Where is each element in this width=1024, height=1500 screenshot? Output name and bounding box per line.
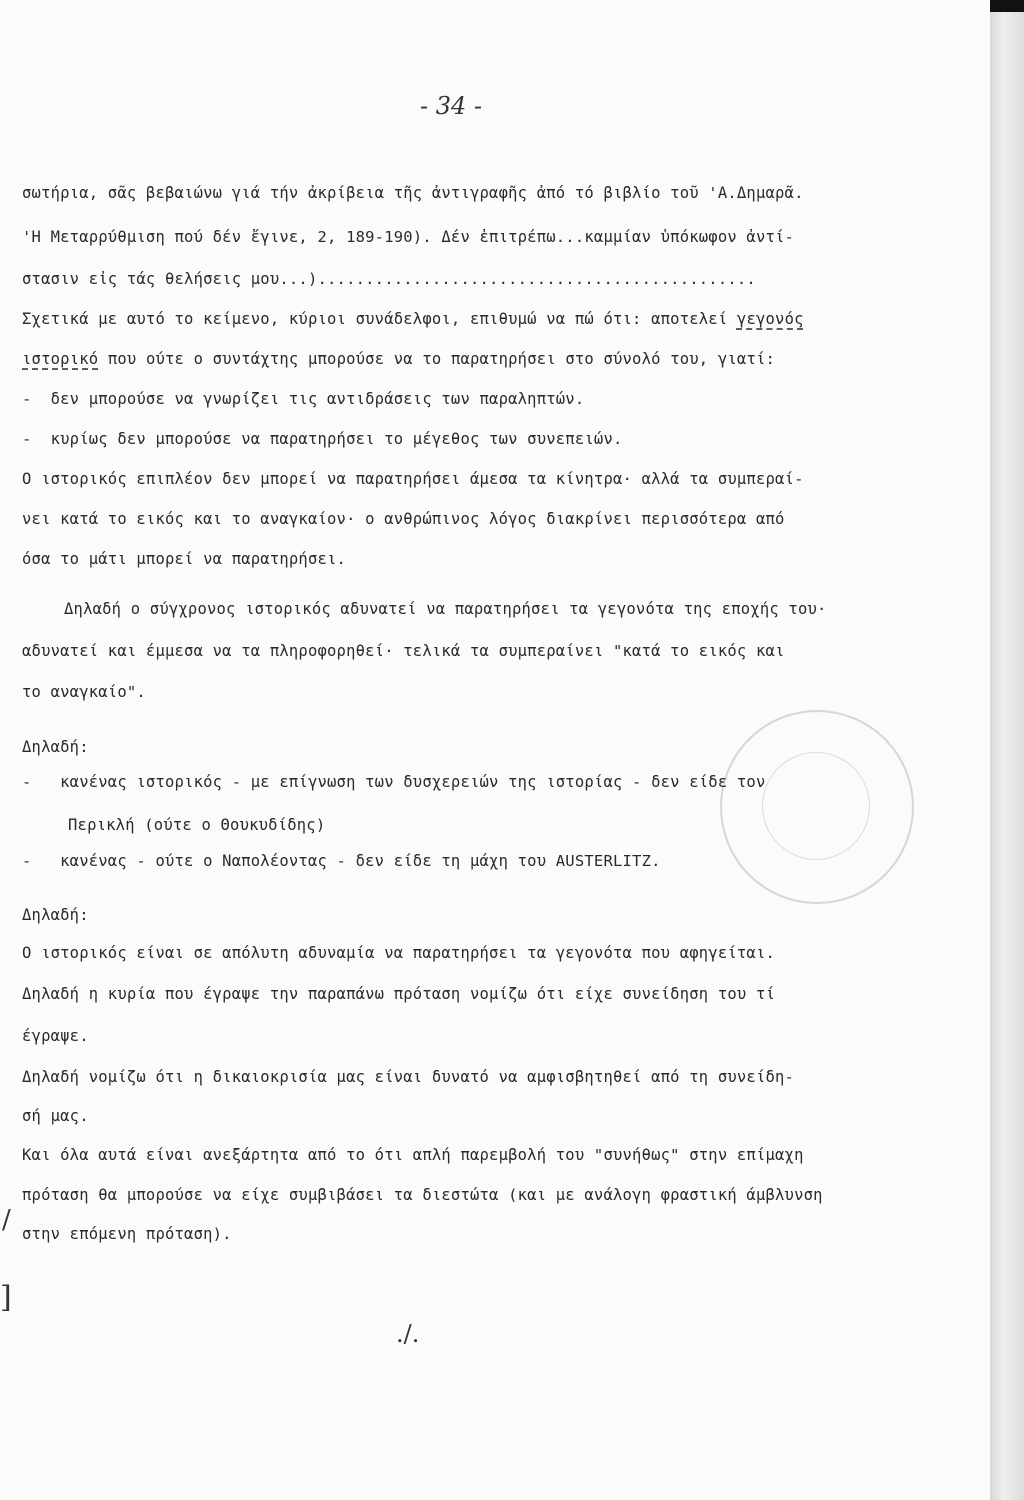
text-line: Δηλαδή η κυρία που έγραψε την παραπάνω πρόταση νομίζω ότι είχε συνείδηση του τί — [22, 985, 776, 1003]
text-line: το αναγκαίο". — [22, 683, 146, 701]
text-line: Δηλαδή: — [22, 906, 89, 924]
underlined-word: γεγονός — [736, 310, 804, 328]
margin-stroke: / — [2, 1205, 11, 1235]
page-corner-shadow — [990, 0, 1024, 12]
page-edge — [990, 0, 1024, 1500]
continuation-mark: ./. — [396, 1320, 420, 1348]
text-line: Ο ιστορικός επιπλέον δεν μπορεί να παρατηρήσει άμεσα τα κίνητρα· αλλά τα συμπεραί- — [22, 470, 804, 488]
page-number: - 34 - — [420, 92, 483, 120]
text-line: - δεν μπορούσε να γνωρίζει τις αντιδράσεις των παραληπτών. — [22, 390, 585, 408]
text-line: Και όλα αυτά είναι ανεξάρτητα από το ότι απλή παρεμβολή του "συνήθως" στην επίμαχη — [22, 1146, 804, 1164]
text-line: σή μας. — [22, 1107, 89, 1125]
text-line: Δηλαδή ο σύγχρονος ιστορικός αδυνατεί να παρατηρήσει τα γεγονότα της εποχής του· — [64, 600, 827, 618]
text-line: νει κατά το εικός και το αναγκαίον· ο ανθρώπινος λόγος διακρίνει περισσότερα από — [22, 510, 785, 528]
faded-stamp — [720, 710, 914, 904]
text-line: έγραψε. — [22, 1027, 89, 1045]
text-line: - κανένας ιστορικός - με επίγνωση των δυσχερειών της ιστορίας - δεν είδε τον — [22, 773, 766, 791]
text-line: αδυνατεί και έμμεσα να τα πληροφορηθεί· τελικά τα συμπεραίνει "κατά το εικός και — [22, 642, 785, 660]
text-line: Ο ιστορικός είναι σε απόλυτη αδυναμία να παρατηρήσει τα γεγονότα που αφηγείται. — [22, 944, 776, 962]
text-line: πρόταση θα μπορούσε να είχε συμβιβάσει τα διεστώτα (και με ανάλογη φραστική άμβλυνση — [22, 1186, 823, 1204]
text-line: ιστορικό που ούτε ο συντάχτης μπορούσε να το παρατηρήσει στο σύνολό του, γιατί: — [22, 350, 776, 368]
text-line: στασιν εἰς τάς θελήσεις μου...).............................................. — [22, 270, 756, 288]
text-line: σωτήρια, σᾶς βεβαιώνω γιά τήν ἀκρίβεια τῆς ἀντιγραφῆς ἀπό τό βιβλίο τοῦ 'Α.Δημαρᾶ. — [22, 184, 804, 202]
text-line: Δηλαδή: — [22, 738, 89, 756]
text-line: Σχετικά με αυτό το κείμενο, κύριοι συνάδελφοι, επιθυμώ να πώ ότι: αποτελεί γεγονός — [22, 310, 804, 328]
text-line: - κανένας - ούτε ο Ναπολέοντας - δεν είδε τη μάχη του AUSTERLITZ. — [22, 852, 661, 870]
text-line: Περικλή (ούτε ο Θουκυδίδης) — [68, 816, 326, 834]
text-line: όσα το μάτι μπορεί να παρατηρήσει. — [22, 550, 347, 568]
text-line: 'Η Μεταρρύθμιση πού δέν ἔγινε, 2, 189-190). Δέν ἐπιτρέπω...καμμίαν ὑπόκωφον ἀντί- — [22, 228, 795, 246]
text-line: Δηλαδή νομίζω ότι η δικαιοκρισία μας είναι δυνατό να αμφισβητηθεί από τη συνείδη- — [22, 1068, 795, 1086]
text-line: στην επόμενη πρόταση). — [22, 1225, 232, 1243]
underlined-word: ιστορικό — [22, 350, 99, 368]
text-line: - κυρίως δεν μπορούσε να παρατηρήσει το μέγεθος των συνεπειών. — [22, 430, 623, 448]
margin-bracket: ] — [0, 1280, 12, 1315]
